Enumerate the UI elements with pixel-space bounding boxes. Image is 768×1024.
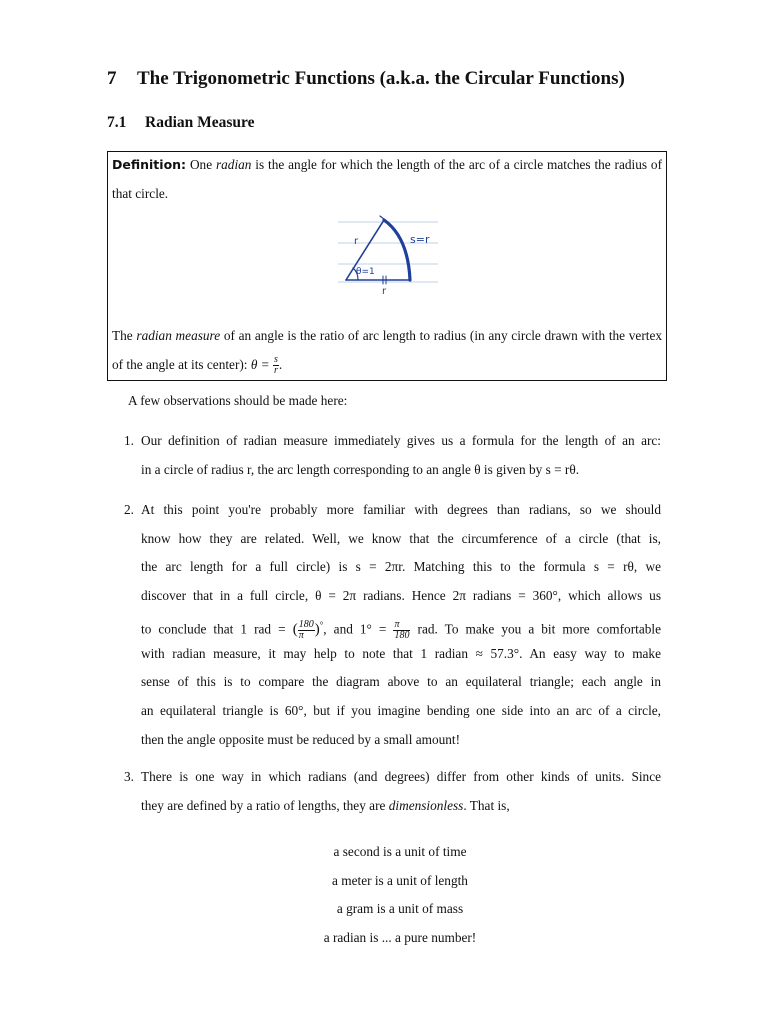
conversion-a: to conclude that 1 rad = — [141, 621, 293, 637]
item-number-1: 1. — [124, 433, 134, 448]
measure-before: The — [112, 328, 137, 343]
item-3-line-2 — [141, 792, 661, 821]
item-3-after-term: . That is, — [463, 797, 510, 813]
subsection-heading — [107, 114, 255, 132]
definition-label: Definition: — [112, 157, 187, 172]
item-3-line-2-text: they are defined by a ratio of lengths, they are — [141, 797, 389, 813]
subsection-number: 7.1 — [107, 114, 127, 131]
measure-after: of an angle is the ratio of arc length to radius (in any circle drawn with the vertex of the angle at its center): — [112, 328, 662, 372]
item-2-line-3: the arc length for a full circle) is s = 2πr. Matching this to the formula s = rθ, we — [141, 559, 661, 575]
intro-sentence: A few observations should be made here: — [128, 393, 348, 408]
item-1-line-2: in a circle of radius r, the arc length corresponding to an angle θ is given by s = rθ. — [141, 461, 580, 477]
item-3-line-1: There is one way in which radians (and degrees) differ from other kinds of units. Since — [141, 769, 661, 784]
unit-line-meter: a meter is a unit of length — [332, 873, 468, 888]
definition-box — [107, 151, 667, 381]
conversion-fraction-deg — [298, 620, 315, 641]
conversion-fraction-deg-den: π — [298, 630, 315, 641]
notebook-lines — [338, 222, 438, 282]
label-r-base: r — [382, 286, 387, 294]
item-3 — [141, 763, 661, 820]
label-r-side: r — [354, 236, 359, 247]
radian-diagram — [338, 212, 438, 294]
definition-term: radian — [215, 157, 252, 172]
item-number-2: 2. — [124, 502, 134, 517]
unit-line-gram: a gram is a unit of mass — [336, 901, 464, 916]
item-2-line-9: then the angle opposite must be reduced by a small amount! — [141, 731, 461, 747]
item-1 — [141, 427, 661, 484]
item-number-3: 3. — [124, 769, 134, 784]
section-title: The Trigonometric Functions (a.k.a. the Circular Functions) — [137, 68, 625, 89]
conversion-fraction-deg-num: 180 — [298, 618, 314, 630]
label-arc: s=r — [410, 233, 430, 246]
item-2-line-5 — [141, 611, 661, 640]
definition-paragraph — [112, 151, 662, 208]
radian-measure-paragraph — [112, 322, 662, 379]
item-2-line-6: with radian measure, it may help to note that 1 radian ≈ 57.3°. An easy way to make — [141, 645, 661, 661]
dimensionless-term: dimensionless — [388, 797, 464, 813]
subsection-title: Radian Measure — [145, 114, 255, 131]
item-1-line-1: Our definition of radian measure immediately gives us a formula for the length of an arc: — [141, 433, 661, 448]
section-heading — [107, 68, 625, 90]
section-number: 7 — [107, 68, 117, 89]
item-2-line-8: an equilateral triangle is 60°, but if you imagine bending one side into an arc of a circle, — [141, 702, 661, 718]
definition-text-after: is the angle for which the length of the arc of a circle matches the radius of that circle. — [112, 157, 662, 201]
paren-close: ) — [314, 621, 320, 638]
unit-line-second: a second is a unit of time — [333, 844, 467, 859]
unit-line-radian: a radian is ... a pure number! — [323, 930, 477, 945]
formula-denominator: r — [273, 364, 278, 376]
formula-lhs: θ = — [250, 356, 273, 372]
conversion-e: rad. To make you a bit more comfortable — [410, 621, 661, 637]
conversion-fraction-rad-den: 180 — [394, 629, 410, 641]
definition-text-before: One — [189, 157, 216, 172]
item-2-line-1: At this point you're probably more familiar with degrees than radians, so we should — [141, 502, 661, 517]
item-2-line-7: sense of this is to compare the diagram above to an equilateral triangle; each angle in — [141, 674, 661, 690]
conversion-fraction-rad — [393, 620, 410, 641]
degree-sign: ° — [319, 619, 324, 630]
conversion-fraction-rad-num: π — [394, 618, 400, 630]
item-2-line-2: know how they are related. Well, we know that the circumference of a circle (that is, — [141, 530, 661, 546]
arc-s — [384, 220, 410, 280]
label-angle: θ=1 — [356, 267, 375, 277]
conversion-c: , and 1° = — [323, 621, 394, 637]
item-2 — [141, 496, 661, 754]
paren-open: ( — [292, 621, 298, 638]
formula-end: . — [278, 356, 283, 372]
item-2-line-4: discover that in a full circle, θ = 2π radians. Hence 2π radians = 360°, which allows us — [141, 588, 661, 604]
measure-term: radian measure — [136, 328, 221, 343]
formula-numerator: s — [273, 353, 278, 365]
